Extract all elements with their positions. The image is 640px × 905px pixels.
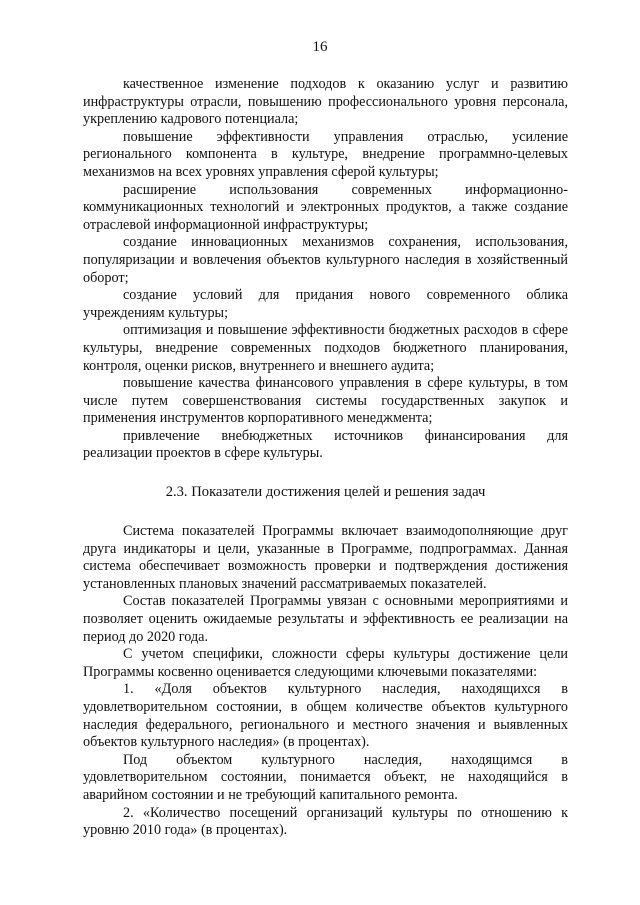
list-item: качественное изменение подходов к оказанию услуг и развитию инфраструктуры отрасли, повышению профессионального уровня персонала, укреплению кадрового потенциала; xyxy=(83,76,568,128)
list-item: повышение качества финансового управления в сфере культуры, в том числе путем совершенствования системы государственных закупок и применения инструментов корпоративного менеджмента; xyxy=(83,375,568,427)
body-paragraph: 2. «Количество посещений организаций культуры по отношению к уровню 2010 года» (в процентах). xyxy=(83,804,568,839)
list-item: создание условий для придания нового современного облика учреждениям культуры; xyxy=(83,287,568,321)
section-heading: 2.3. Показатели достижения целей и решения задач xyxy=(165,484,486,501)
list-item: создание инновационных механизмов сохранения, использования, популяризации и вовлечения объектов культурного наследия в хозяйственный оборот; xyxy=(83,234,568,286)
body-paragraph: 1. «Доля объектов культурного наследия, находящихся в удовлетворительном состоянии, в общем количестве объектов культурного наследия федерального, регионального и местного значения и выявленных объектов культурного наследия» (в процентах). xyxy=(83,681,568,751)
body-paragraph: Под объектом культурного наследия, находящимся в удовлетворительном состоянии, понимается объект, не находящийся в аварийном состоянии и не требующий капитального ремонта. xyxy=(83,751,568,803)
page-content xyxy=(83,76,568,840)
list-item: расширение использования современных информационно-коммуникационных технологий и электронных продуктов, а также создание отраслевой информационной инфраструктуры; xyxy=(83,181,568,233)
list-item: оптимизация и повышение эффективности бюджетных расходов в сфере культуры, внедрение современных подходов бюджетного планирования, контроля, оценки рисков, внутреннего и внешнего аудита; xyxy=(83,322,568,374)
body-paragraph: С учетом специфики, сложности сферы культуры достижение цели Программы косвенно оценивается следующими ключевыми показателями: xyxy=(83,646,568,680)
body-paragraph: Состав показателей Программы увязан с основными мероприятиями и позволяет оценить ожидаемые результаты и эффективность ее реализации на период до 2020 года. xyxy=(83,593,568,645)
list-item: повышение эффективности управления отраслью, усиление регионального компонента в культуре, внедрение программно-целевых механизмов на всех уровнях управления сферой культуры; xyxy=(83,128,568,180)
list-item: привлечение внебюджетных источников финансирования для реализации проектов в сфере культуры. xyxy=(83,427,568,462)
body-paragraph: Система показателей Программы включает взаимодополняющие друг друга индикаторы и цели, указанные в Программе, подпрограммах. Данная система обеспечивает возможность проверки и подтверждения достижения установленных плановых значений рассматриваемых показателей. xyxy=(83,523,568,592)
page-number: 16 xyxy=(312,39,328,55)
